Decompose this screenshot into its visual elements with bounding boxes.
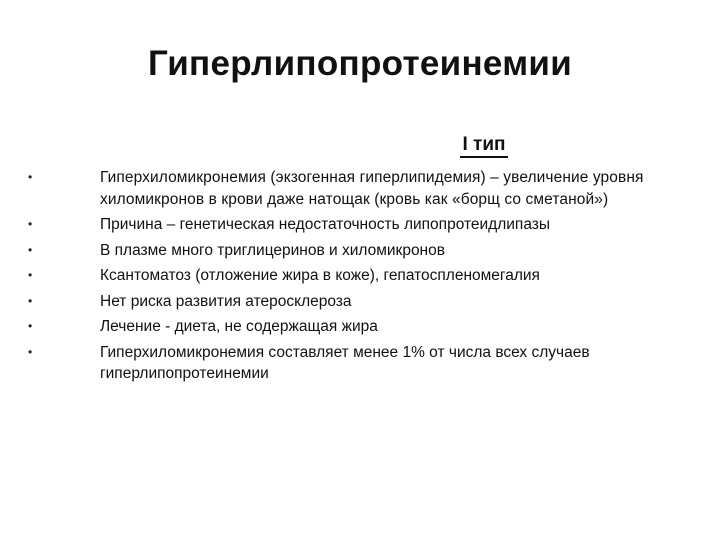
bullet-text: Гиперхиломикронемия составляет менее 1% от числа всех случаев гиперлипопротеинемии (100, 343, 590, 382)
bullet-text: Гиперхиломикронемия (экзогенная гиперлипидемия) – увеличение уровня хиломикронов в крови даже натощак (кровь как «борщ со сметаной») (100, 169, 644, 208)
bullet-icon: • (28, 242, 33, 257)
bullet-icon: • (28, 217, 33, 231)
bullet-item-risk (28, 291, 688, 313)
section-subtitle (0, 134, 720, 158)
bullet-text: Причина – генетическая недостаточность липопротеидлипазы (100, 216, 551, 233)
bullet-icon: • (28, 293, 33, 308)
bullet-item-treatment (28, 316, 688, 338)
bullet-item-cause (28, 214, 688, 236)
bullet-icon: • (28, 170, 33, 184)
bullet-item-definition (28, 167, 688, 210)
section-subtitle-text: I тип (460, 134, 507, 158)
slide-title: Гиперлипопротеинемии (147, 44, 573, 83)
bullet-text: Лечение - диета, не содержащая жира (100, 318, 378, 335)
bullet-text: Нет риска развития атеросклероза (100, 292, 352, 310)
bullet-icon: • (28, 344, 33, 359)
bullet-item-xanthomatosis (28, 265, 688, 287)
bullet-list (28, 167, 688, 389)
bullet-text: В плазме много триглицеринов и хиломикронов (100, 241, 445, 259)
bullet-text: Ксантоматоз (отложение жира в коже), гепатоспленомегалия (100, 267, 540, 284)
bullet-icon: • (28, 268, 33, 282)
bullet-item-prevalence (28, 342, 688, 385)
bullet-item-plasma (28, 240, 688, 262)
bullet-icon: • (28, 319, 33, 333)
